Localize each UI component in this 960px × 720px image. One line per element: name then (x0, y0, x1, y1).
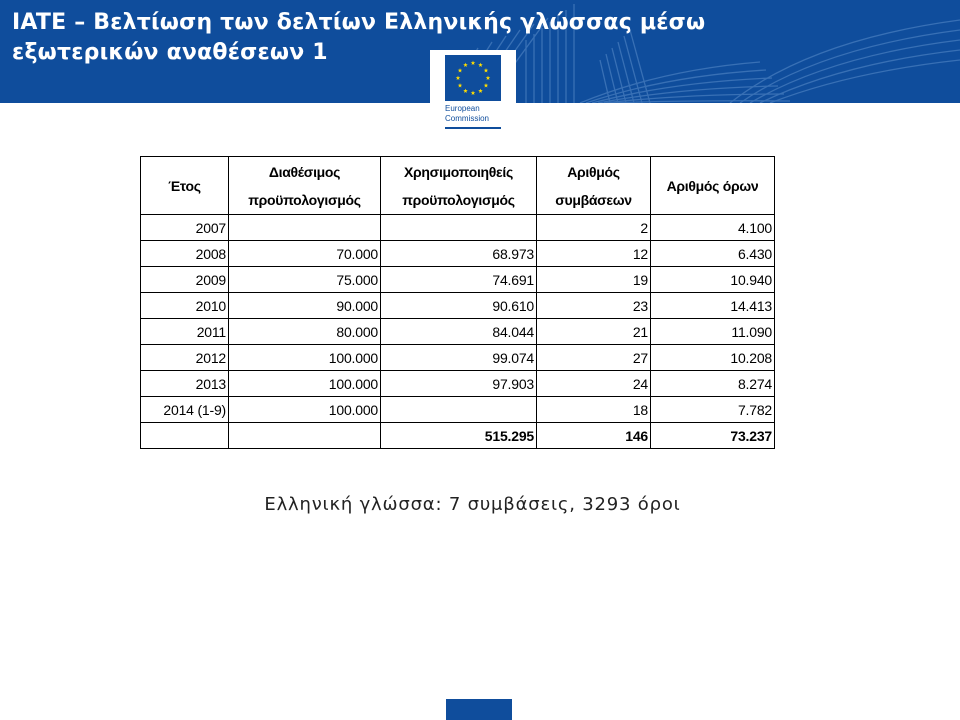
cell-contracts: 27 (537, 345, 651, 371)
cell-used: 74.691 (381, 267, 537, 293)
cell-contracts: 12 (537, 241, 651, 267)
cell-contracts: 19 (537, 267, 651, 293)
cell-year: 2008 (141, 241, 229, 267)
logo-text-line1: European (445, 104, 480, 113)
eu-star-icon (484, 68, 489, 72)
cell-terms: 6.430 (651, 241, 775, 267)
cell-terms: 4.100 (651, 215, 775, 241)
header-terms: Αριθμός όρων (651, 157, 775, 215)
cell-terms: 7.782 (651, 397, 775, 423)
eu-star-icon (458, 83, 463, 87)
eu-star-icon (458, 68, 463, 72)
cell-used: 97.903 (381, 371, 537, 397)
cell-contracts: 21 (537, 319, 651, 345)
cell-used: 90.610 (381, 293, 537, 319)
eu-star-icon (486, 76, 491, 80)
logo-underline (445, 127, 501, 129)
cell-year: 2010 (141, 293, 229, 319)
summary-text: Ελληνική γλώσσα: 7 συμβάσεις, 3293 όροι (264, 494, 681, 515)
cell-used: 68.973 (381, 241, 537, 267)
eu-star-icon (463, 89, 468, 93)
table-row (141, 345, 775, 371)
cell-available: 70.000 (229, 241, 381, 267)
logo-text (445, 104, 489, 124)
eu-star-icon (456, 76, 461, 80)
header-available-budget: Διαθέσιμος προϋπολογισμός (229, 157, 381, 215)
cell-available: 90.000 (229, 293, 381, 319)
cell-available (229, 215, 381, 241)
total-used: 515.295 (381, 423, 537, 449)
european-commission-logo (430, 50, 516, 136)
cell-year: 2014 (1-9) (141, 397, 229, 423)
cell-used: 99.074 (381, 345, 537, 371)
cell-terms: 10.208 (651, 345, 775, 371)
eu-star-icon (478, 63, 483, 67)
header-year: Έτος (141, 157, 229, 215)
cell-contracts: 24 (537, 371, 651, 397)
cell-used (381, 397, 537, 423)
table-row (141, 397, 775, 423)
eu-star-icon (484, 83, 489, 87)
slide-title-line2: εξωτερικών αναθέσεων 1 (12, 40, 328, 65)
cell-terms: 14.413 (651, 293, 775, 319)
cell-available: 75.000 (229, 267, 381, 293)
table-row (141, 241, 775, 267)
header-contracts: Αριθμός συμβάσεων (537, 157, 651, 215)
cell-terms: 11.090 (651, 319, 775, 345)
eu-star-icon (471, 91, 476, 95)
cell-available: 100.000 (229, 397, 381, 423)
cell-year: 2013 (141, 371, 229, 397)
slide-title-line1: IATE – Βελτίωση των δελτίων Ελληνικής γλώσσας μέσω (12, 10, 706, 35)
table-row (141, 267, 775, 293)
table-row (141, 371, 775, 397)
cell-used: 84.044 (381, 319, 537, 345)
total-available (229, 423, 381, 449)
footer-block (446, 699, 512, 720)
eu-stars-icon (445, 55, 501, 101)
cell-available: 100.000 (229, 371, 381, 397)
cell-contracts: 2 (537, 215, 651, 241)
cell-contracts: 18 (537, 397, 651, 423)
total-contracts: 146 (537, 423, 651, 449)
table-header-row (141, 157, 775, 215)
table-row (141, 215, 775, 241)
budget-table (140, 156, 775, 449)
cell-available: 80.000 (229, 319, 381, 345)
cell-terms: 8.274 (651, 371, 775, 397)
logo-text-line2: Commission (445, 114, 490, 123)
cell-used (381, 215, 537, 241)
total-year (141, 423, 229, 449)
table-row (141, 293, 775, 319)
cell-terms: 10.940 (651, 267, 775, 293)
header-used-budget: Χρησιμοποιηθείς προϋπολογισμός (381, 157, 537, 215)
eu-star-icon (471, 61, 476, 65)
cell-contracts: 23 (537, 293, 651, 319)
total-terms: 73.237 (651, 423, 775, 449)
eu-star-icon (478, 89, 483, 93)
table-total-row (141, 423, 775, 449)
cell-year: 2009 (141, 267, 229, 293)
eu-flag-icon (445, 55, 501, 101)
cell-year: 2011 (141, 319, 229, 345)
cell-year: 2007 (141, 215, 229, 241)
cell-year: 2012 (141, 345, 229, 371)
cell-available: 100.000 (229, 345, 381, 371)
table-row (141, 319, 775, 345)
eu-star-icon (463, 63, 468, 67)
